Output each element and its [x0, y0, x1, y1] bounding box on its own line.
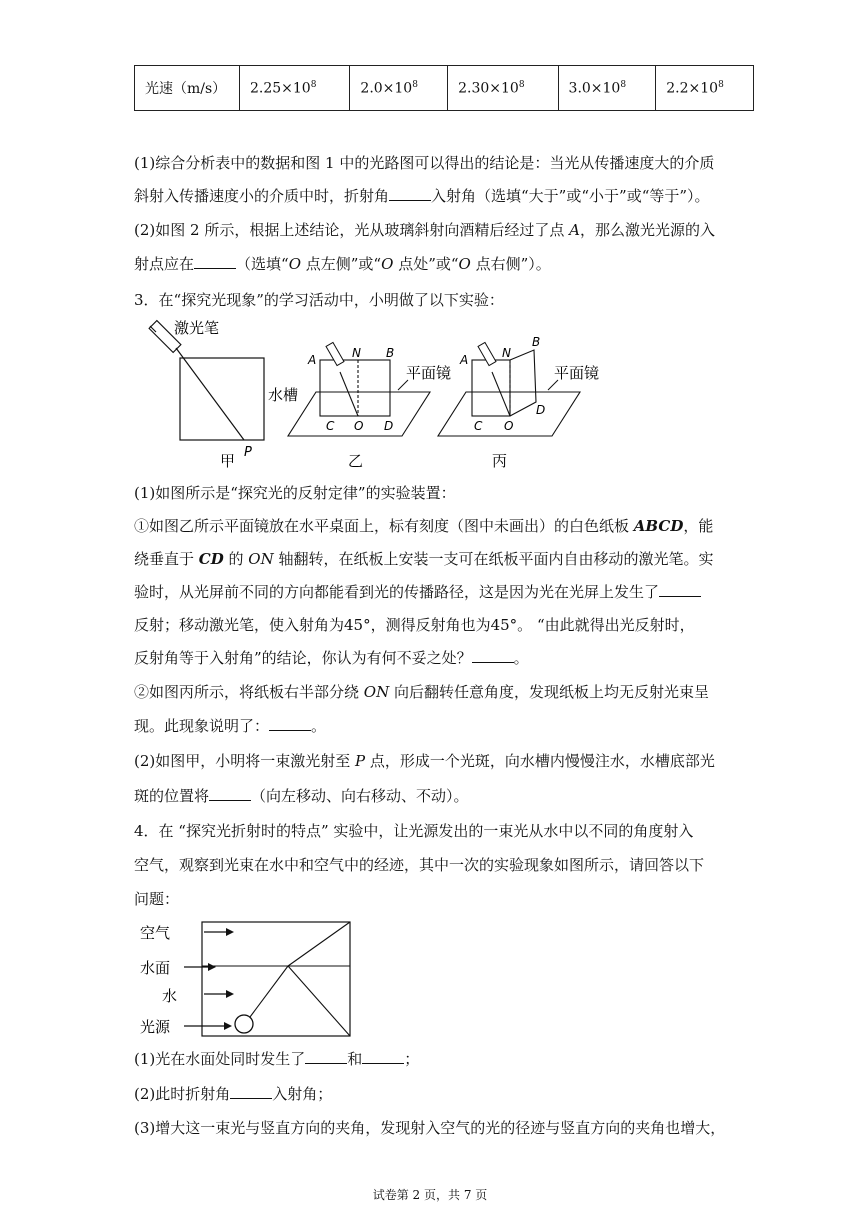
- q4-figure: [140, 918, 360, 1040]
- q3-s6: 反射角等于入射角”的结论，你认为有何不妥之处？ 。: [134, 649, 529, 667]
- table-cell: $2.25\times 10^8$: [240, 66, 350, 111]
- label-water: 水: [162, 987, 178, 1005]
- label-tank: 水槽: [268, 386, 299, 404]
- label-source: 光源: [140, 1018, 171, 1036]
- arrow-icon: [204, 990, 234, 998]
- q4-a3: (3)增大这一束光与竖直方向的夹角，发现射入空气的光的径迹与竖直方向的夹角也增大，: [134, 1119, 726, 1137]
- svg-text:C: C: [326, 419, 335, 433]
- svg-text:D: D: [384, 419, 394, 433]
- svg-text:O: O: [354, 419, 364, 433]
- label-yi: 乙: [348, 452, 364, 470]
- answer-blank[interactable]: [659, 582, 701, 597]
- svg-text:A: A: [308, 353, 317, 367]
- table-cell: $3.0\times 10^8$: [558, 66, 656, 111]
- table-row: [135, 66, 754, 111]
- q3-s5: 反射；移动激光笔，使入射角为45°，测得反射角也为45°。 “由此就得出光反射时，: [134, 616, 695, 634]
- q3-figure: [140, 316, 610, 474]
- q2-part2-line2: 射点应在 （选填“O 点左侧”或“O 点处”或“O 点右侧”）。: [134, 255, 551, 273]
- table-label-cell: 光速（m/s）: [135, 66, 240, 111]
- svg-text:O: O: [504, 419, 514, 433]
- arrow-icon: [184, 1022, 232, 1030]
- svg-text:B: B: [532, 335, 541, 349]
- label-air: 空气: [140, 924, 171, 942]
- q4-t2: 空气，观察到光束在水中和空气中的经迹，其中一次的实验现象如图所示，请回答以下: [134, 856, 705, 874]
- answer-blank[interactable]: [209, 786, 251, 801]
- svg-text:D: D: [536, 403, 546, 417]
- label-mirror: 平面镜: [406, 364, 452, 382]
- q2-part2-line1: (2)如图 2 所示，根据上述结论，光从玻璃斜射向酒精后经过了点 A，那么激光光源的入: [134, 221, 715, 239]
- figure-bing: [438, 335, 599, 470]
- svg-text:B: B: [386, 346, 395, 360]
- q3-s10: 斑的位置将 （向左移动、向右移动、不动）。: [134, 787, 469, 805]
- q3-s1: (1)如图所示是“探究光的反射定律”的实验装置：: [134, 484, 456, 502]
- q3-s9: (2)如图甲，小明将一束激光射至 P 点，形成一个光斑，向水槽内慢慢注水，水槽底部光: [134, 752, 715, 770]
- q4-a2: (2)此时折射角 入射角；: [134, 1085, 333, 1103]
- q4-a1: (1)光在水面处同时发生了 和 ；: [134, 1050, 420, 1068]
- laser-pen-icon: [326, 342, 344, 365]
- arrow-icon: [204, 928, 234, 936]
- q4-t3: 问题：: [134, 890, 180, 908]
- figure-yi: [288, 342, 451, 470]
- label-laser: 激光笔: [174, 319, 220, 337]
- speed-table: [134, 65, 754, 111]
- answer-blank[interactable]: [194, 254, 236, 269]
- label-mirror: 平面镜: [554, 364, 600, 382]
- answer-blank[interactable]: [269, 716, 311, 731]
- svg-text:C: C: [474, 419, 483, 433]
- q3-s7: ②如图丙所示，将纸板右半部分绕 ON 向后翻转任意角度，发现纸板上均无反射光束呈: [134, 683, 709, 701]
- q3-title: 3．在“探究光现象”的学习活动中，小明做了以下实验：: [134, 291, 504, 309]
- q4-t1: 4．在 “探究光折射时的特点” 实验中，让光源发出的一束光从水中以不同的角度射入: [134, 822, 694, 840]
- answer-blank[interactable]: [305, 1049, 347, 1064]
- page-footer: 试卷第 2 页，共 7 页: [372, 1188, 488, 1202]
- label-p: P: [244, 445, 252, 460]
- svg-text:A: A: [460, 353, 469, 367]
- q3-s4: 验时，从光屏前不同的方向都能看到光的传播路径，这是因为光在光屏上发生了: [134, 582, 701, 602]
- answer-blank[interactable]: [362, 1049, 404, 1064]
- answer-blank[interactable]: [472, 648, 514, 663]
- q2-part1-line2: 斜射入传播速度小的介质中时，折射角 入射角（选填“大于”或“小于”或“等于”）。: [134, 187, 710, 205]
- figure-jia: [149, 319, 298, 470]
- table-cell: $2.0\times 10^8$: [350, 66, 448, 111]
- svg-text:N: N: [352, 346, 361, 360]
- table-cell: $2.2\times 10^8$: [656, 66, 754, 111]
- svg-text:N: N: [502, 346, 511, 360]
- label-jia: 甲: [220, 452, 236, 470]
- label-bing: 丙: [492, 452, 508, 470]
- laser-pen-icon: [478, 342, 496, 365]
- q2-part1-line1: (1)综合分析表中的数据和图 1 中的光路图可以得出的结论是：当光从传播速度大的介质: [134, 154, 715, 172]
- q3-s8: 现。此现象说明了： 。: [134, 717, 327, 735]
- table-cell: $2.30\times 10^8$: [448, 66, 558, 111]
- answer-blank[interactable]: [389, 186, 431, 201]
- answer-blank[interactable]: [230, 1084, 272, 1099]
- label-surface: 水面: [140, 959, 171, 977]
- q3-s3: 绕垂直于 CD 的 ON 轴翻转，在纸板上安装一支可在纸板平面内自由移动的激光笔。实: [134, 550, 714, 568]
- q3-s2: ①如图乙所示平面镜放在水平桌面上，标有刻度（图中未画出）的白色纸板 ABCD，能: [134, 517, 714, 535]
- arrow-icon: [184, 963, 216, 971]
